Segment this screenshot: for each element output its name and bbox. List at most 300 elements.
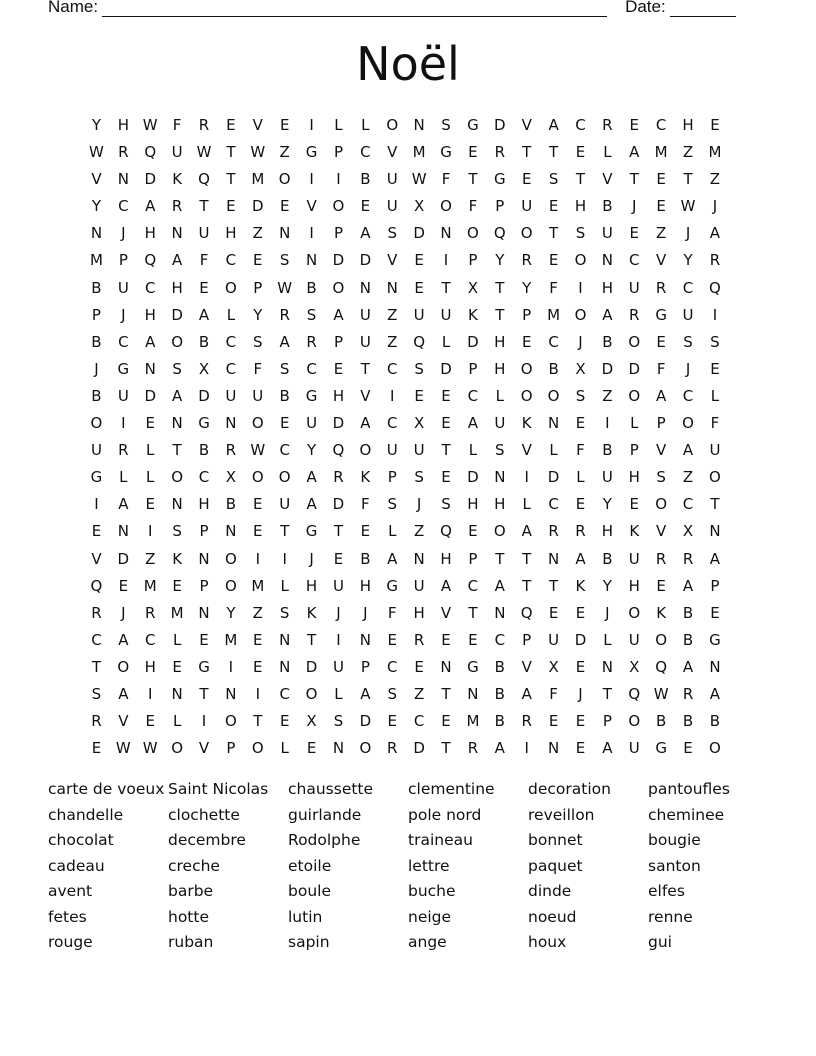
grid-letter[interactable]: A bbox=[145, 332, 156, 351]
grid-letter[interactable]: Q bbox=[90, 576, 103, 595]
grid-letter[interactable]: B bbox=[91, 386, 102, 405]
grid-letter[interactable]: O bbox=[305, 684, 318, 703]
grid-letter[interactable]: M bbox=[708, 143, 722, 162]
grid-letter[interactable]: Q bbox=[440, 522, 452, 541]
grid-letter[interactable]: A bbox=[387, 549, 398, 568]
grid-letter[interactable]: Y bbox=[522, 278, 532, 297]
grid-letter[interactable]: Z bbox=[682, 468, 694, 487]
grid-letter[interactable]: U bbox=[359, 305, 371, 324]
grid-letter[interactable]: A bbox=[360, 414, 371, 433]
grid-letter[interactable]: H bbox=[494, 359, 506, 378]
grid-letter[interactable]: R bbox=[467, 739, 479, 758]
grid-letter[interactable]: U bbox=[171, 143, 183, 162]
grid-letter[interactable]: V bbox=[118, 712, 129, 731]
grid-letter[interactable]: C bbox=[360, 143, 371, 162]
grid-letter[interactable]: O bbox=[224, 278, 237, 297]
grid-letter[interactable]: H bbox=[494, 495, 506, 514]
grid-letter[interactable]: Y bbox=[253, 305, 263, 324]
grid-letter[interactable]: F bbox=[549, 278, 558, 297]
grid-letter[interactable]: E bbox=[253, 630, 263, 649]
grid-letter[interactable]: E bbox=[360, 197, 371, 216]
grid-letter[interactable]: E bbox=[710, 116, 720, 134]
grid-letter[interactable]: E bbox=[710, 603, 720, 622]
grid-letter[interactable]: N bbox=[171, 224, 183, 243]
grid-letter[interactable]: T bbox=[199, 197, 209, 216]
grid-letter[interactable]: C bbox=[144, 278, 156, 297]
grid-letter[interactable]: B bbox=[198, 332, 210, 351]
grid-letter[interactable]: Y bbox=[91, 197, 102, 216]
grid-letter[interactable]: D bbox=[413, 739, 425, 758]
grid-letter[interactable]: T bbox=[306, 630, 317, 649]
grid-letter[interactable]: S bbox=[495, 441, 505, 460]
grid-letter[interactable]: T bbox=[575, 170, 586, 189]
grid-letter[interactable]: E bbox=[575, 495, 586, 514]
grid-letter[interactable]: P bbox=[253, 278, 263, 297]
grid-letter[interactable]: R bbox=[575, 522, 586, 541]
grid-letter[interactable]: N bbox=[198, 549, 210, 568]
grid-letter[interactable]: O bbox=[467, 224, 479, 243]
grid-letter[interactable]: P bbox=[333, 143, 343, 162]
grid-letter[interactable]: D bbox=[332, 414, 345, 433]
grid-letter[interactable]: R bbox=[682, 549, 694, 568]
grid-letter[interactable]: I bbox=[712, 305, 718, 324]
grid-letter[interactable]: P bbox=[468, 359, 478, 378]
grid-letter[interactable]: N bbox=[440, 224, 452, 243]
grid-letter[interactable]: E bbox=[145, 495, 155, 514]
grid-letter[interactable]: N bbox=[494, 468, 506, 487]
grid-letter[interactable]: W bbox=[115, 739, 131, 758]
grid-letter[interactable]: L bbox=[280, 739, 289, 758]
grid-letter[interactable]: R bbox=[171, 197, 183, 216]
grid-letter[interactable]: R bbox=[521, 251, 532, 270]
grid-letter[interactable]: A bbox=[171, 386, 183, 405]
grid-letter[interactable]: M bbox=[143, 576, 157, 595]
grid-letter[interactable]: G bbox=[655, 305, 667, 324]
grid-letter[interactable]: W bbox=[411, 170, 427, 189]
grid-letter[interactable]: U bbox=[225, 386, 237, 405]
grid-letter[interactable]: L bbox=[361, 116, 370, 134]
grid-letter[interactable]: O bbox=[278, 468, 291, 487]
grid-letter[interactable]: O bbox=[574, 251, 587, 270]
grid-letter[interactable]: P bbox=[629, 441, 639, 460]
grid-letter[interactable]: E bbox=[441, 386, 451, 405]
grid-letter[interactable]: E bbox=[414, 657, 424, 676]
grid-letter[interactable]: L bbox=[495, 386, 504, 405]
grid-letter[interactable]: Z bbox=[682, 143, 694, 162]
grid-letter[interactable]: O bbox=[682, 414, 694, 433]
grid-letter[interactable]: I bbox=[309, 116, 314, 134]
grid-letter[interactable]: T bbox=[91, 657, 102, 676]
grid-letter[interactable]: P bbox=[360, 657, 370, 676]
grid-letter[interactable]: E bbox=[279, 116, 290, 134]
grid-letter[interactable]: B bbox=[548, 359, 559, 378]
grid-letter[interactable]: C bbox=[629, 251, 640, 270]
grid-letter[interactable]: O bbox=[547, 386, 560, 405]
grid-letter[interactable]: E bbox=[253, 522, 263, 541]
grid-letter[interactable]: H bbox=[144, 657, 156, 676]
grid-letter[interactable]: W bbox=[250, 441, 266, 460]
grid-letter[interactable]: Q bbox=[144, 143, 157, 162]
grid-letter[interactable]: N bbox=[547, 414, 560, 433]
grid-letter[interactable]: C bbox=[225, 359, 237, 378]
grid-letter[interactable]: V bbox=[387, 143, 398, 162]
grid-letter[interactable]: Z bbox=[387, 305, 398, 324]
grid-letter[interactable]: R bbox=[548, 522, 559, 541]
grid-letter[interactable]: U bbox=[548, 630, 560, 649]
grid-letter[interactable]: C bbox=[306, 359, 317, 378]
grid-letter[interactable]: L bbox=[119, 468, 128, 487]
date-blank[interactable] bbox=[670, 0, 736, 17]
grid-letter[interactable]: R bbox=[682, 684, 694, 703]
grid-letter[interactable]: O bbox=[440, 197, 452, 216]
grid-letter[interactable]: S bbox=[333, 712, 344, 731]
grid-letter[interactable]: U bbox=[601, 224, 613, 243]
grid-letter[interactable]: H bbox=[144, 224, 156, 243]
grid-letter[interactable]: G bbox=[709, 630, 721, 649]
grid-letter[interactable]: C bbox=[198, 468, 210, 487]
grid-letter[interactable]: X bbox=[225, 468, 237, 487]
grid-letter[interactable]: B bbox=[709, 712, 721, 731]
grid-letter[interactable]: U bbox=[521, 197, 533, 216]
grid-letter[interactable]: Y bbox=[495, 251, 505, 270]
grid-letter[interactable]: B bbox=[682, 630, 694, 649]
grid-letter[interactable]: S bbox=[279, 251, 290, 270]
grid-letter[interactable]: V bbox=[656, 251, 667, 270]
grid-letter[interactable]: X bbox=[413, 414, 425, 433]
grid-letter[interactable]: O bbox=[520, 386, 533, 405]
grid-letter[interactable]: E bbox=[521, 170, 532, 189]
grid-letter[interactable]: R bbox=[225, 441, 237, 460]
grid-letter[interactable]: H bbox=[682, 116, 694, 134]
grid-letter[interactable]: I bbox=[228, 657, 234, 676]
name-blank[interactable] bbox=[102, 0, 607, 17]
grid-letter[interactable]: O bbox=[90, 414, 103, 433]
grid-letter[interactable]: B bbox=[602, 549, 613, 568]
grid-letter[interactable]: S bbox=[306, 305, 317, 324]
grid-letter[interactable]: V bbox=[521, 657, 532, 676]
grid-letter[interactable]: A bbox=[306, 468, 317, 487]
grid-letter[interactable]: U bbox=[252, 386, 264, 405]
grid-letter[interactable]: V bbox=[387, 251, 398, 270]
grid-letter[interactable]: G bbox=[305, 143, 318, 162]
grid-letter[interactable]: B bbox=[306, 278, 317, 297]
grid-letter[interactable]: L bbox=[549, 441, 558, 460]
grid-letter[interactable]: Q bbox=[198, 170, 210, 189]
grid-letter[interactable]: L bbox=[388, 522, 397, 541]
grid-letter[interactable]: H bbox=[305, 576, 318, 595]
grid-letter[interactable]: N bbox=[709, 522, 721, 541]
grid-letter[interactable]: A bbox=[682, 657, 694, 676]
grid-letter[interactable]: X bbox=[682, 522, 694, 541]
grid-letter[interactable]: B bbox=[656, 712, 667, 731]
grid-letter[interactable]: Y bbox=[602, 495, 612, 514]
grid-letter[interactable]: N bbox=[225, 414, 237, 433]
grid-letter[interactable]: N bbox=[467, 684, 479, 703]
grid-letter[interactable]: W bbox=[250, 143, 266, 162]
grid-letter[interactable]: N bbox=[279, 630, 291, 649]
grid-letter[interactable]: B bbox=[91, 332, 102, 351]
grid-letter[interactable]: F bbox=[441, 170, 451, 189]
grid-letter[interactable]: E bbox=[441, 630, 451, 649]
grid-letter[interactable]: T bbox=[522, 143, 532, 162]
grid-letter[interactable]: E bbox=[575, 603, 586, 622]
grid-letter[interactable]: Q bbox=[332, 441, 345, 460]
grid-letter[interactable]: R bbox=[91, 712, 102, 731]
grid-letter[interactable]: E bbox=[414, 251, 424, 270]
grid-letter[interactable]: T bbox=[549, 224, 559, 243]
grid-letter[interactable]: K bbox=[521, 414, 532, 433]
grid-letter[interactable]: U bbox=[628, 739, 640, 758]
grid-letter[interactable]: E bbox=[575, 657, 586, 676]
grid-letter[interactable]: P bbox=[333, 332, 343, 351]
grid-letter[interactable]: E bbox=[575, 143, 586, 162]
grid-letter[interactable]: S bbox=[683, 332, 693, 351]
grid-letter[interactable]: G bbox=[493, 170, 506, 189]
grid-letter[interactable]: D bbox=[332, 495, 345, 514]
grid-letter[interactable]: H bbox=[144, 305, 156, 324]
grid-letter[interactable]: A bbox=[682, 441, 694, 460]
grid-letter[interactable]: A bbox=[118, 684, 129, 703]
grid-letter[interactable]: C bbox=[548, 495, 559, 514]
grid-letter[interactable]: J bbox=[121, 603, 126, 622]
grid-letter[interactable]: N bbox=[413, 549, 425, 568]
grid-letter[interactable]: H bbox=[413, 603, 425, 622]
grid-letter[interactable]: E bbox=[441, 468, 451, 487]
grid-letter[interactable]: O bbox=[359, 739, 372, 758]
grid-letter[interactable]: P bbox=[199, 522, 209, 541]
grid-letter[interactable]: D bbox=[144, 386, 156, 405]
grid-letter[interactable]: J bbox=[578, 684, 583, 703]
grid-letter[interactable]: N bbox=[332, 739, 345, 758]
grid-letter[interactable]: E bbox=[575, 414, 586, 433]
grid-letter[interactable]: I bbox=[309, 224, 314, 243]
grid-letter[interactable]: B bbox=[360, 549, 371, 568]
grid-letter[interactable]: K bbox=[656, 603, 667, 622]
grid-letter[interactable]: D bbox=[440, 359, 452, 378]
grid-letter[interactable]: H bbox=[359, 576, 371, 595]
grid-letter[interactable]: T bbox=[602, 684, 612, 703]
grid-letter[interactable]: L bbox=[334, 684, 343, 703]
grid-letter[interactable]: C bbox=[225, 251, 237, 270]
grid-letter[interactable]: A bbox=[494, 739, 505, 758]
grid-letter[interactable]: G bbox=[386, 576, 399, 595]
grid-letter[interactable]: T bbox=[360, 359, 370, 378]
grid-letter[interactable]: B bbox=[494, 657, 505, 676]
grid-letter[interactable]: R bbox=[655, 549, 667, 568]
grid-letter[interactable]: U bbox=[628, 549, 640, 568]
grid-letter[interactable]: B bbox=[91, 278, 102, 297]
grid-letter[interactable]: R bbox=[145, 603, 156, 622]
grid-letter[interactable]: Q bbox=[413, 332, 426, 351]
grid-letter[interactable]: A bbox=[360, 224, 371, 243]
grid-letter[interactable]: E bbox=[199, 278, 209, 297]
grid-letter[interactable]: W bbox=[89, 143, 104, 162]
grid-letter[interactable]: R bbox=[118, 441, 129, 460]
grid-letter[interactable]: E bbox=[683, 739, 693, 758]
grid-letter[interactable]: H bbox=[332, 386, 345, 405]
grid-letter[interactable]: J bbox=[121, 305, 126, 324]
grid-letter[interactable]: C bbox=[118, 332, 129, 351]
grid-letter[interactable]: Z bbox=[252, 224, 263, 243]
grid-letter[interactable]: F bbox=[172, 116, 182, 134]
grid-letter[interactable]: C bbox=[682, 386, 694, 405]
grid-letter[interactable]: D bbox=[574, 630, 587, 649]
grid-letter[interactable]: N bbox=[709, 657, 721, 676]
grid-letter[interactable]: V bbox=[656, 522, 667, 541]
grid-letter[interactable]: M bbox=[251, 170, 265, 189]
grid-letter[interactable]: X bbox=[198, 359, 210, 378]
grid-letter[interactable]: C bbox=[279, 441, 290, 460]
grid-letter[interactable]: A bbox=[118, 630, 129, 649]
grid-letter[interactable]: O bbox=[171, 332, 184, 351]
grid-letter[interactable]: J bbox=[632, 197, 637, 216]
grid-letter[interactable]: G bbox=[90, 468, 103, 487]
grid-letter[interactable]: B bbox=[360, 170, 371, 189]
grid-letter[interactable]: E bbox=[279, 712, 290, 731]
grid-letter[interactable]: I bbox=[578, 278, 583, 297]
grid-letter[interactable]: F bbox=[361, 495, 370, 514]
grid-letter[interactable]: K bbox=[467, 305, 478, 324]
grid-letter[interactable]: U bbox=[90, 441, 102, 460]
grid-letter[interactable]: K bbox=[172, 170, 183, 189]
grid-letter[interactable]: R bbox=[387, 739, 398, 758]
grid-letter[interactable]: T bbox=[710, 495, 720, 514]
grid-letter[interactable]: Y bbox=[602, 576, 612, 595]
grid-letter[interactable]: U bbox=[601, 468, 613, 487]
grid-letter[interactable]: A bbox=[629, 143, 640, 162]
grid-letter[interactable]: D bbox=[359, 251, 372, 270]
grid-letter[interactable]: E bbox=[441, 414, 451, 433]
grid-letter[interactable]: M bbox=[224, 630, 238, 649]
grid-letter[interactable]: O bbox=[709, 739, 721, 758]
grid-letter[interactable]: E bbox=[575, 712, 586, 731]
grid-letter[interactable]: E bbox=[629, 224, 639, 243]
grid-letter[interactable]: S bbox=[91, 684, 102, 703]
grid-letter[interactable]: T bbox=[441, 441, 451, 460]
grid-letter[interactable]: M bbox=[412, 143, 426, 162]
grid-letter[interactable]: J bbox=[605, 603, 610, 622]
grid-letter[interactable]: S bbox=[575, 224, 586, 243]
grid-letter[interactable]: P bbox=[333, 224, 343, 243]
grid-letter[interactable]: J bbox=[685, 224, 691, 243]
grid-letter[interactable]: D bbox=[547, 468, 560, 487]
grid-letter[interactable]: V bbox=[91, 549, 102, 568]
grid-letter[interactable]: I bbox=[443, 251, 449, 270]
grid-letter[interactable]: A bbox=[145, 197, 156, 216]
grid-letter[interactable]: R bbox=[118, 143, 129, 162]
grid-letter[interactable]: A bbox=[548, 116, 559, 134]
grid-letter[interactable]: D bbox=[144, 170, 156, 189]
grid-letter[interactable]: Z bbox=[387, 332, 398, 351]
grid-letter[interactable]: T bbox=[468, 170, 478, 189]
grid-letter[interactable]: I bbox=[524, 739, 529, 758]
grid-letter[interactable]: S bbox=[441, 495, 451, 514]
grid-letter[interactable]: R bbox=[629, 305, 640, 324]
grid-letter[interactable]: I bbox=[336, 630, 341, 649]
grid-letter[interactable]: A bbox=[521, 522, 532, 541]
grid-letter[interactable]: G bbox=[467, 116, 479, 134]
grid-letter[interactable]: L bbox=[280, 576, 289, 595]
grid-letter[interactable]: O bbox=[655, 495, 668, 514]
grid-letter[interactable]: N bbox=[305, 251, 318, 270]
grid-letter[interactable]: O bbox=[251, 739, 264, 758]
grid-letter[interactable]: O bbox=[251, 468, 264, 487]
grid-letter[interactable]: S bbox=[656, 468, 666, 487]
grid-letter[interactable]: H bbox=[225, 224, 237, 243]
grid-letter[interactable]: T bbox=[549, 576, 559, 595]
grid-letter[interactable]: O bbox=[117, 657, 130, 676]
grid-letter[interactable]: N bbox=[225, 522, 237, 541]
grid-letter[interactable]: U bbox=[413, 576, 425, 595]
grid-letter[interactable]: D bbox=[628, 359, 641, 378]
grid-letter[interactable]: O bbox=[386, 116, 399, 134]
grid-letter[interactable]: E bbox=[414, 278, 424, 297]
grid-letter[interactable]: P bbox=[91, 305, 101, 324]
grid-letter[interactable]: T bbox=[683, 170, 693, 189]
grid-letter[interactable]: L bbox=[630, 414, 639, 433]
grid-letter[interactable]: D bbox=[494, 116, 506, 134]
grid-letter[interactable]: Q bbox=[520, 603, 533, 622]
grid-letter[interactable]: A bbox=[118, 495, 129, 514]
grid-letter[interactable]: E bbox=[333, 359, 344, 378]
grid-letter[interactable]: U bbox=[279, 495, 291, 514]
grid-letter[interactable]: S bbox=[414, 359, 424, 378]
grid-letter[interactable]: J bbox=[309, 549, 314, 568]
grid-letter[interactable]: C bbox=[467, 386, 479, 405]
grid-letter[interactable]: P bbox=[199, 576, 209, 595]
grid-letter[interactable]: T bbox=[333, 522, 344, 541]
grid-letter[interactable]: T bbox=[441, 278, 451, 297]
grid-letter[interactable]: E bbox=[172, 657, 182, 676]
grid-letter[interactable]: O bbox=[224, 712, 237, 731]
grid-letter[interactable]: T bbox=[522, 549, 532, 568]
grid-letter[interactable]: O bbox=[224, 549, 237, 568]
grid-letter[interactable]: H bbox=[574, 197, 587, 216]
grid-letter[interactable]: N bbox=[601, 251, 613, 270]
grid-letter[interactable]: O bbox=[171, 468, 184, 487]
grid-letter[interactable]: B bbox=[494, 684, 505, 703]
grid-letter[interactable]: S bbox=[253, 332, 263, 351]
grid-letter[interactable]: D bbox=[117, 549, 130, 568]
grid-letter[interactable]: U bbox=[682, 305, 694, 324]
grid-letter[interactable]: U bbox=[198, 224, 210, 243]
grid-letter[interactable]: T bbox=[253, 712, 263, 731]
grid-letter[interactable]: X bbox=[548, 657, 559, 676]
grid-letter[interactable]: T bbox=[280, 522, 290, 541]
grid-letter[interactable]: M bbox=[170, 603, 184, 622]
grid-letter[interactable]: N bbox=[171, 414, 183, 433]
grid-letter[interactable]: U bbox=[494, 414, 506, 433]
grid-letter[interactable]: Z bbox=[252, 603, 263, 622]
grid-letter[interactable]: L bbox=[710, 386, 720, 405]
grid-letter[interactable]: E bbox=[91, 522, 102, 541]
grid-letter[interactable]: S bbox=[387, 224, 397, 243]
grid-letter[interactable]: V bbox=[360, 386, 371, 405]
grid-letter[interactable]: D bbox=[305, 657, 318, 676]
grid-letter[interactable]: O bbox=[628, 386, 641, 405]
grid-letter[interactable]: R bbox=[655, 278, 667, 297]
grid-letter[interactable]: A bbox=[602, 305, 613, 324]
grid-letter[interactable]: T bbox=[441, 739, 451, 758]
grid-letter[interactable]: A bbox=[709, 224, 721, 243]
grid-letter[interactable]: E bbox=[629, 495, 639, 514]
grid-letter[interactable]: E bbox=[199, 630, 209, 649]
grid-letter[interactable]: J bbox=[121, 224, 126, 243]
grid-letter[interactable]: E bbox=[279, 197, 290, 216]
grid-letter[interactable]: O bbox=[628, 332, 641, 351]
grid-letter[interactable]: E bbox=[360, 522, 371, 541]
grid-letter[interactable]: O bbox=[574, 305, 587, 324]
